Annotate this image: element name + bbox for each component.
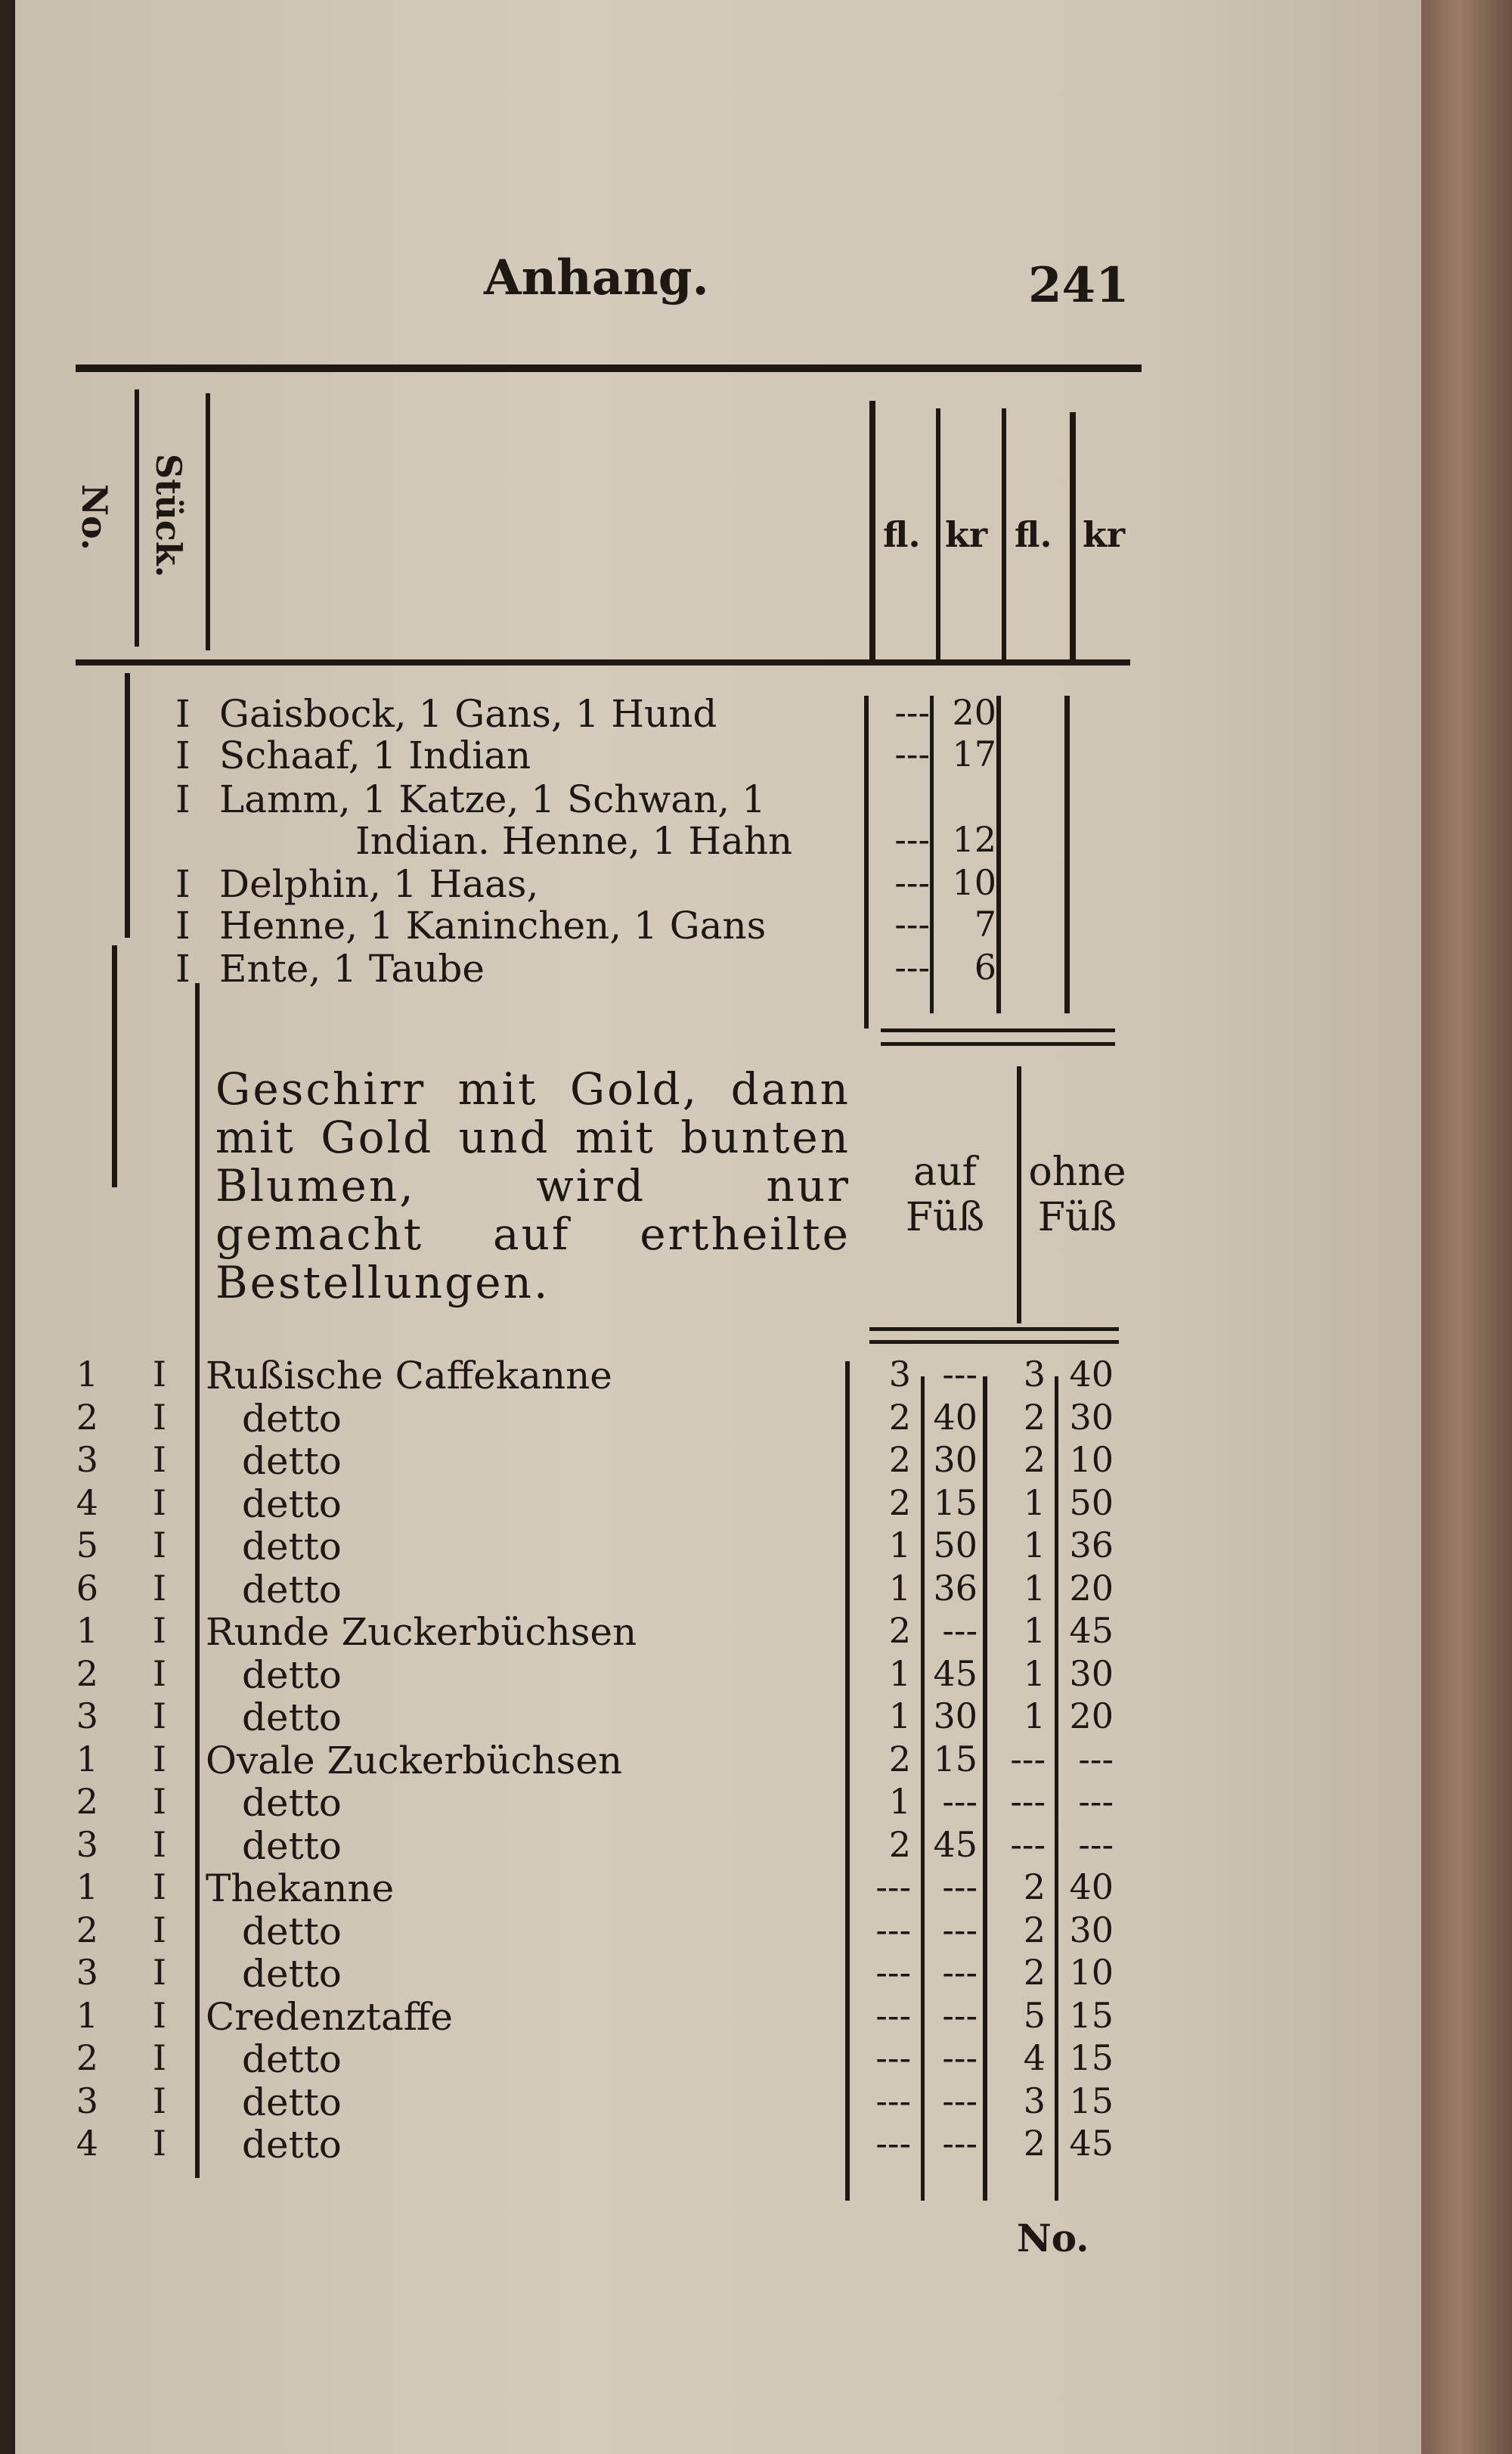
item-description: detto [242,2123,342,2167]
item-number: 5 [76,1525,98,1565]
column-header-no: No. [74,484,115,551]
column-rule [112,945,117,1187]
item-description: Ovale Zuckerbüchsen [206,1739,623,1782]
price-fl-with-feet: 2 [888,1482,911,1523]
header-divider [1070,412,1076,662]
price-fl-without-feet: 2 [1023,1866,1046,1907]
quantity: I [152,1525,166,1565]
price-kr: 7 [974,904,996,945]
item-number: 2 [76,1910,98,1950]
item-description: Henne, 1 Kaninchen, 1 Gans [219,904,767,948]
price-kr-without-feet: 15 [1069,1995,1114,2036]
price-kr-with-feet: --- [942,1781,978,1822]
price-kr-with-feet: --- [942,1610,978,1651]
item-number: 4 [76,2123,98,2164]
price-kr: 12 [952,819,996,860]
column-rule [845,1361,850,2201]
page-edge [1421,0,1512,2454]
price-fl-with-feet: --- [875,2080,911,2121]
price-kr-without-feet: --- [1078,1824,1114,1865]
quantity: I [152,1781,166,1822]
quantity: I [152,1995,166,2036]
price-fl-with-feet: 2 [888,1739,911,1779]
price-kr-without-feet: 50 [1069,1482,1114,1523]
item-description: Lamm, 1 Katze, 1 Schwan, 1 [219,777,766,821]
quantity: I [175,904,191,948]
price-kr: 10 [952,862,996,903]
price-kr-without-feet: 10 [1069,1952,1114,1993]
price-kr-with-feet: --- [942,1910,978,1950]
price-kr-with-feet: 15 [933,1482,978,1523]
item-description: detto [242,2037,342,2081]
item-description: detto [242,1439,342,1483]
column-rule [125,673,130,938]
item-description: detto [242,2080,342,2124]
column-header-stuck: Stück. [148,454,189,578]
price-kr-with-feet: --- [942,1952,978,1993]
price-fl-without-feet: 3 [1023,1354,1046,1395]
item-description-cont: Indian. Henne, 1 Hahn [355,819,793,863]
quantity: I [175,862,191,906]
price-fl-without-feet: 5 [1023,1995,1046,2036]
price-kr-without-feet: --- [1078,1739,1114,1779]
quantity: I [152,1739,166,1779]
item-description: detto [242,1824,342,1868]
item-number: 2 [76,1653,98,1694]
quantity: I [152,1610,166,1651]
page-number: 241 [1028,257,1129,314]
column-rule [864,696,869,1028]
quantity: I [152,1397,166,1438]
price-fl-with-feet: --- [875,2037,911,2078]
price-kr-with-feet: --- [942,2037,978,2078]
note-paragraph: Geschirr mit Gold, dann mit Gold und mit bunten Blumen, wird nur gemacht auf ertheilte Bestellungen. [215,1063,850,1308]
price-kr-without-feet: 45 [1069,2123,1114,2164]
price-fl-without-feet: 2 [1023,1439,1046,1480]
column-rule [930,696,934,1013]
price-kr-with-feet: --- [942,1866,978,1907]
item-number: 3 [76,1952,98,1993]
item-description: Thekanne [206,1866,395,1910]
quantity: I [175,777,191,821]
empty-fl-mark: --- [894,692,930,733]
quantity: I [152,1439,166,1480]
item-description: detto [242,1482,342,1526]
price-kr-with-feet: --- [942,1995,978,2036]
empty-fl-mark: --- [894,819,930,860]
item-number: 1 [76,1739,98,1779]
price-fl-without-feet: --- [1010,1739,1046,1779]
item-description: Credenztaffe [206,1995,453,2039]
price-kr-without-feet: 20 [1069,1568,1114,1609]
price-kr-with-feet: 50 [933,1525,978,1565]
quantity: I [152,2037,166,2078]
item-description: detto [242,1568,342,1612]
item-number: 3 [76,1695,98,1736]
price-kr: 6 [974,947,996,988]
item-number: 3 [76,1824,98,1865]
empty-fl-mark: --- [894,947,930,988]
price-fl-with-feet: 2 [888,1397,911,1438]
item-description: Delphin, 1 Haas, [219,862,539,906]
item-number: 3 [76,1439,98,1480]
price-fl-with-feet: 1 [888,1568,911,1609]
double-rule [869,1340,1119,1344]
price-fl-with-feet: 2 [888,1610,911,1651]
price-fl-with-feet: 2 [888,1439,911,1480]
price-fl-without-feet: 1 [1023,1610,1046,1651]
quantity: I [152,1824,166,1865]
price-fl-without-feet: 2 [1023,1910,1046,1950]
price-fl-without-feet: 2 [1023,1952,1046,1993]
price-kr-without-feet: 30 [1069,1910,1114,1950]
column-rule [1064,696,1070,1013]
price-kr-without-feet: --- [1078,1781,1114,1822]
price-kr: 17 [952,734,996,774]
price-kr-without-feet: 20 [1069,1695,1114,1736]
quantity: I [152,1568,166,1609]
price-fl-with-feet: 1 [888,1695,911,1736]
quantity: I [152,1354,166,1395]
double-rule [869,1327,1119,1331]
price-fl-with-feet: 1 [888,1781,911,1822]
price-kr-with-feet: 30 [933,1439,978,1480]
quantity: I [152,1482,166,1523]
price-kr-with-feet: 45 [933,1824,978,1865]
item-number: 2 [76,2037,98,2078]
header-bottom-rule [76,659,1130,665]
price-kr-without-feet: 40 [1069,1866,1114,1907]
price-fl-without-feet: 1 [1023,1695,1046,1736]
price-fl-without-feet: --- [1010,1824,1046,1865]
price-fl-without-feet: --- [1010,1781,1046,1822]
price-kr-without-feet: 15 [1069,2080,1114,2121]
item-number: 6 [76,1568,98,1609]
catchword: No. [1017,2216,1089,2260]
running-head: Anhang. [484,250,709,306]
item-description: detto [242,1952,342,1996]
price-fl-without-feet: 2 [1023,2123,1046,2164]
header-divider [135,389,139,647]
item-description: detto [242,1397,342,1441]
column-rule [195,983,200,2178]
price-kr-with-feet: --- [942,2080,978,2121]
item-number: 2 [76,1781,98,1822]
item-number: 1 [76,1866,98,1907]
price-kr-without-feet: 15 [1069,2037,1114,2078]
price-fl-with-feet: --- [875,1866,911,1907]
item-description: detto [242,1695,342,1739]
note-column-ohne: ohne Füß [1028,1149,1126,1240]
price-fl-without-feet: 1 [1023,1568,1046,1609]
double-rule [881,1028,1115,1032]
price-fl-with-feet: --- [875,2123,911,2164]
quantity: I [152,1695,166,1736]
header-divider [869,401,875,662]
price-kr-with-feet: --- [942,1354,978,1395]
column-rule [996,696,1001,1013]
item-number: 3 [76,2080,98,2121]
price-fl-without-feet: 3 [1023,2080,1046,2121]
price-kr-with-feet: --- [942,2123,978,2164]
quantity: I [175,734,191,777]
price-kr-without-feet: 10 [1069,1439,1114,1480]
item-number: 2 [76,1397,98,1438]
price-fl-with-feet: --- [875,1995,911,2036]
price-fl-without-feet: 1 [1023,1482,1046,1523]
price-kr-with-feet: 15 [933,1739,978,1779]
price-fl-without-feet: 1 [1023,1653,1046,1694]
empty-fl-mark: --- [894,734,930,774]
price-kr-with-feet: 45 [933,1653,978,1694]
price-kr-with-feet: 40 [933,1397,978,1438]
price-kr-without-feet: 30 [1069,1653,1114,1694]
price-kr-without-feet: 36 [1069,1525,1114,1565]
empty-fl-mark: --- [894,904,930,945]
item-number: 1 [76,1354,98,1395]
quantity: I [175,692,191,736]
item-description: Schaaf, 1 Indian [219,734,531,777]
note-column-auf: auf Füß [905,1149,985,1240]
note-divider [1017,1066,1021,1323]
price-fl-with-feet: 3 [888,1354,911,1395]
column-header-fl-1: fl. [883,514,921,555]
top-rule [76,365,1142,372]
price-fl-with-feet: 1 [888,1653,911,1694]
quantity: I [152,1653,166,1694]
item-number: 1 [76,1995,98,2036]
price-kr-with-feet: 36 [933,1568,978,1609]
header-divider [936,408,940,662]
price-kr-without-feet: 30 [1069,1397,1114,1438]
price-kr: 20 [952,692,996,733]
item-description: detto [242,1653,342,1697]
quantity: I [152,1866,166,1907]
item-description: Runde Zuckerbüchsen [206,1610,637,1654]
item-description: detto [242,1781,342,1825]
item-description: detto [242,1910,342,1953]
quantity: I [152,2080,166,2121]
column-header-fl-2: fl. [1015,514,1052,555]
quantity: I [152,2123,166,2164]
item-description: detto [242,1525,342,1568]
price-fl-with-feet: 1 [888,1525,911,1565]
header-divider [206,393,210,650]
price-fl-with-feet: --- [875,1952,911,1993]
quantity: I [175,947,191,991]
item-description: Gaisbock, 1 Gans, 1 Hund [219,692,717,736]
column-header-kr-2: kr [1083,514,1126,555]
item-description: Rußische Caffekanne [206,1354,612,1398]
item-description: Ente, 1 Taube [219,947,485,991]
quantity: I [152,1910,166,1950]
price-fl-without-feet: 2 [1023,1397,1046,1438]
column-header-kr-1: kr [945,514,988,555]
double-rule [881,1042,1115,1046]
quantity: I [152,1952,166,1993]
item-number: 4 [76,1482,98,1523]
item-number: 1 [76,1610,98,1651]
price-fl-with-feet: 2 [888,1824,911,1865]
price-fl-with-feet: --- [875,1910,911,1950]
price-kr-with-feet: 30 [933,1695,978,1736]
price-fl-without-feet: 4 [1023,2037,1046,2078]
header-divider [1002,408,1006,662]
empty-fl-mark: --- [894,862,930,903]
price-kr-without-feet: 45 [1069,1610,1114,1651]
price-fl-without-feet: 1 [1023,1525,1046,1565]
price-kr-without-feet: 40 [1069,1354,1114,1395]
